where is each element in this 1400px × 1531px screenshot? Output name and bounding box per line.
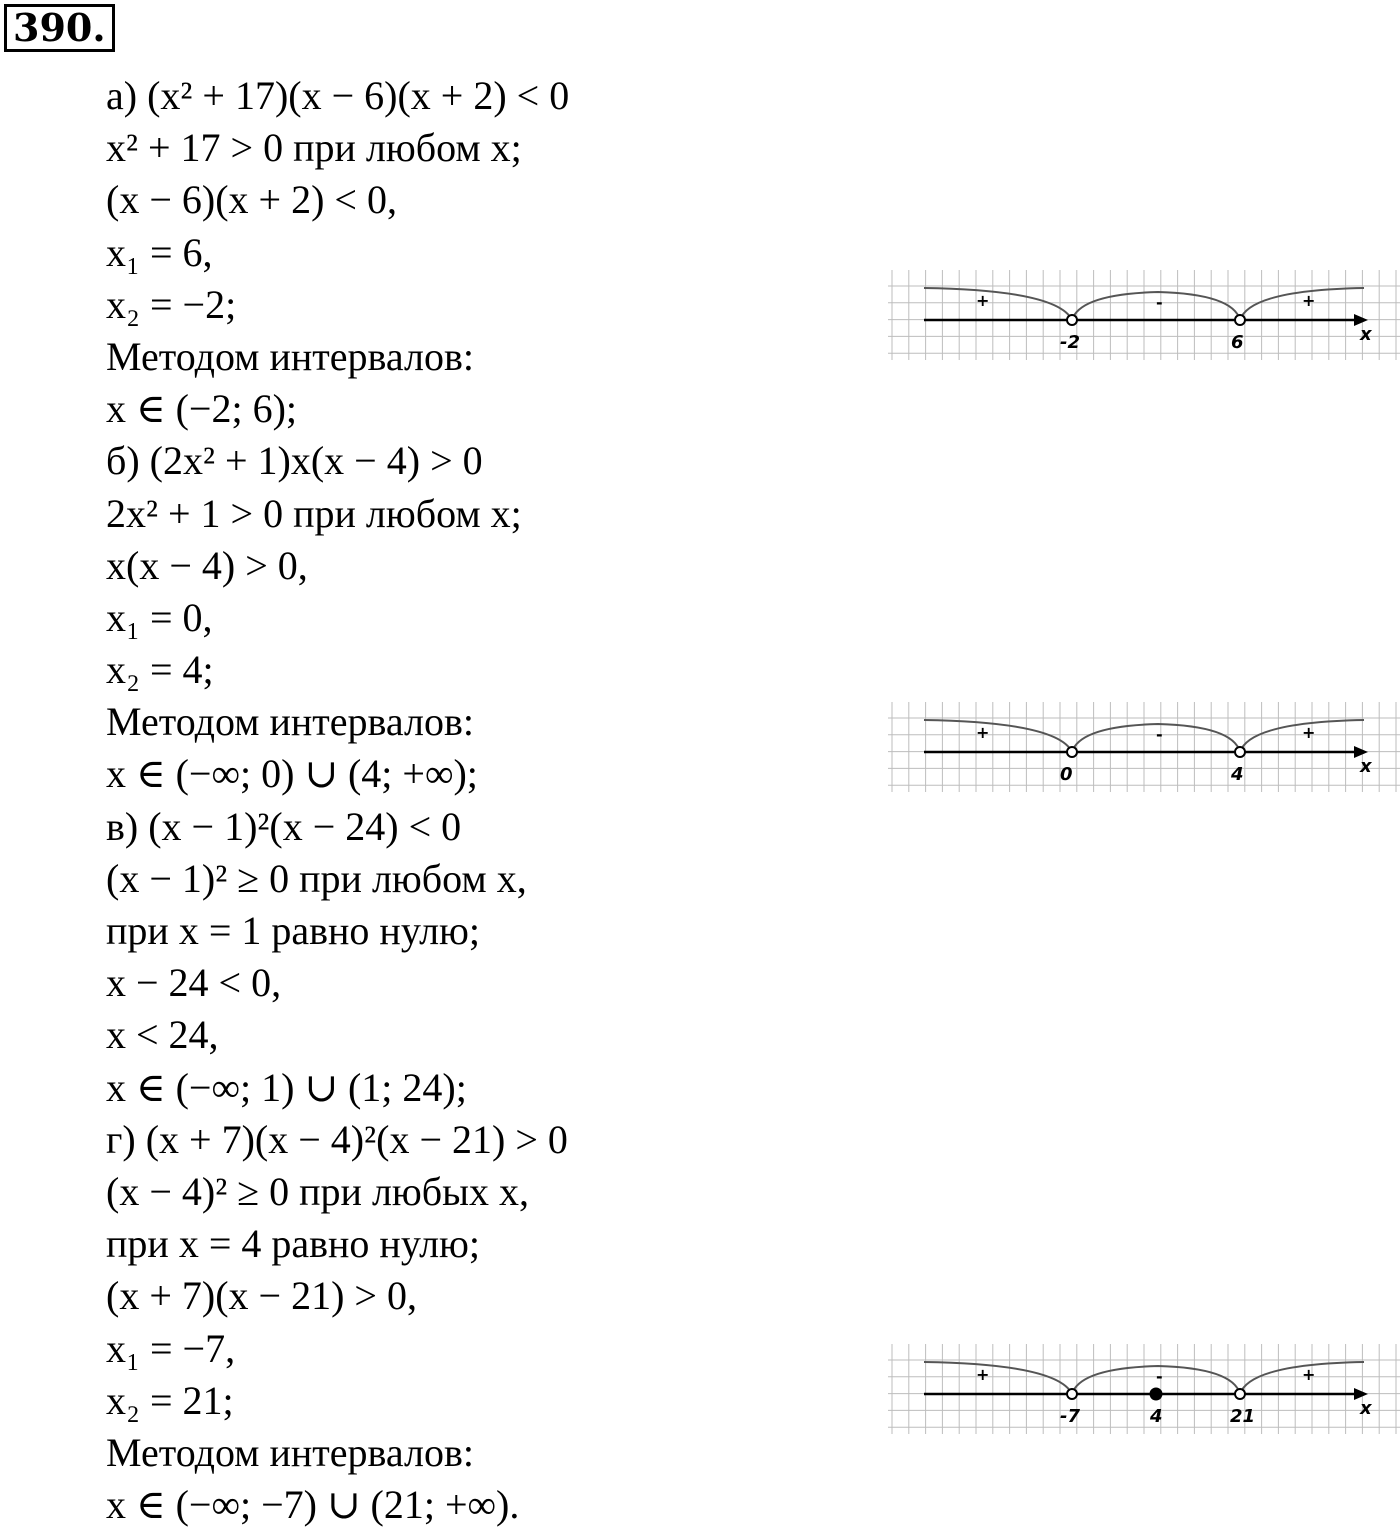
number-line-d-svg [888, 1342, 1400, 1438]
number-line-a [888, 268, 1400, 364]
sign-1: + [976, 723, 990, 742]
sign-3: + [1302, 723, 1316, 742]
section-d-line-7: Методом интервалов: [106, 1429, 474, 1475]
section-c-line-2: (x − 1)² ≥ 0 при любом x, [106, 855, 527, 901]
point-open [1235, 315, 1245, 325]
section-a-answer: x ∈ (−2; 6); [106, 386, 298, 432]
point-label: -7 [1060, 1406, 1080, 1427]
point-label: 4 [1150, 1406, 1163, 1427]
section-d-line-6: x₂ = 21; [106, 1377, 234, 1423]
section-d-line-2: (x − 4)² ≥ 0 при любых x, [106, 1168, 530, 1214]
section-c-line-1: в) (x − 1)²(x − 24) < 0 [106, 803, 462, 849]
sign-2: - [1156, 1367, 1163, 1386]
axis-label: x [1360, 756, 1372, 777]
number-line-d [888, 1342, 1400, 1438]
section-c-line-3: при x = 1 равно нулю; [106, 908, 481, 953]
point-filled [1151, 1389, 1162, 1400]
section-d-line-4: (x + 7)(x − 21) > 0, [106, 1273, 417, 1319]
section-a-line-1: а) (x² + 17)(x − 6)(x + 2) < 0 [106, 73, 570, 118]
point-open [1235, 747, 1245, 757]
section-b-line-4: x₁ = 0, [106, 594, 213, 640]
section-b-answer: x ∈ (−∞; 0) ∪ (4; +∞); [106, 751, 478, 797]
section-a-line-5: x₂ = −2; [106, 281, 237, 327]
sign-3: + [1302, 291, 1316, 310]
section-a-line-2: x² + 17 > 0 при любом x; [106, 125, 522, 171]
point-label: -2 [1060, 332, 1080, 353]
section-c-answer: x ∈ (−∞; 1) ∪ (1; 24); [106, 1064, 467, 1110]
section-b-line-1: б) (2x² + 1)x(x − 4) > 0 [106, 438, 483, 484]
point-open [1235, 1389, 1245, 1399]
point-label: 21 [1230, 1406, 1256, 1427]
section-a-line-6: Методом интервалов: [106, 333, 474, 379]
number-line-b-svg [888, 700, 1400, 796]
section-a-line-3: (x − 6)(x + 2) < 0, [106, 177, 397, 223]
number-line-a-svg [888, 268, 1400, 364]
point-label: 4 [1231, 764, 1244, 785]
point-label: 0 [1060, 764, 1073, 785]
sign-2: - [1156, 293, 1163, 312]
sign-2: - [1156, 725, 1163, 744]
section-b-line-2: 2x² + 1 > 0 при любом x; [106, 490, 522, 536]
solution-text [106, 70, 866, 1531]
section-b-line-5: x₂ = 4; [106, 647, 214, 693]
point-open [1067, 1389, 1077, 1399]
section-b-line-6: Методом интервалов: [106, 699, 474, 745]
sign-3: + [1302, 1365, 1316, 1384]
number-line-b [888, 700, 1400, 796]
section-d-answer: x ∈ (−∞; −7) ∪ (21; +∞). [106, 1482, 520, 1528]
sign-1: + [976, 291, 990, 310]
section-c-line-5: x < 24, [106, 1012, 219, 1058]
section-b-line-3: x(x − 4) > 0, [106, 542, 308, 588]
section-d-line-5: x₁ = −7, [106, 1325, 236, 1371]
section-c-line-4: x − 24 < 0, [106, 960, 282, 1006]
sign-1: + [976, 1365, 990, 1384]
point-open [1067, 747, 1077, 757]
section-d-line-3: при x = 4 равно нулю; [106, 1221, 481, 1267]
axis-label: x [1360, 324, 1372, 345]
point-label: 6 [1231, 332, 1244, 353]
axis-label: x [1360, 1398, 1372, 1419]
problem-number: 390. [4, 4, 115, 52]
section-a-line-4: x₁ = 6, [106, 229, 213, 275]
section-d-line-1: г) (x + 7)(x − 4)²(x − 21) > 0 [106, 1116, 568, 1162]
point-open [1067, 315, 1077, 325]
